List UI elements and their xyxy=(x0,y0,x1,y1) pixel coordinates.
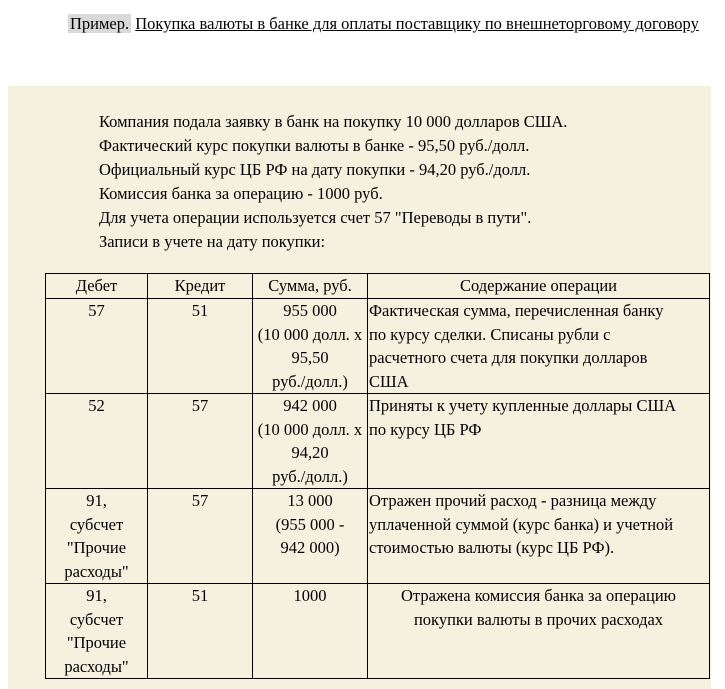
cell-description: Приняты к учету купленные доллары США по курсу ЦБ РФ xyxy=(368,394,710,489)
cell-credit: 51 xyxy=(148,299,253,394)
cell-sum: 1000 xyxy=(253,584,368,679)
intro-line: Для учета операции используется счет 57 "Переводы в пути". xyxy=(99,208,532,227)
example-heading xyxy=(18,12,708,36)
table-row xyxy=(46,489,710,584)
accounting-entries-table xyxy=(45,273,710,679)
cell-credit: 51 xyxy=(148,584,253,679)
intro-line: Фактический курс покупки валюты в банке - 95,50 руб./долл. xyxy=(99,136,530,155)
cell-sum: 13 000 (955 000 - 942 000) xyxy=(253,489,368,584)
cell-description: Фактическая сумма, перечисленная банку по курсу сделки. Списаны рубли с расчетного счета для покупки долларов США xyxy=(368,299,710,394)
intro-line: Записи в учете на дату покупки: xyxy=(99,232,326,251)
header-sum: Сумма, руб. xyxy=(253,274,368,299)
intro-text xyxy=(99,110,699,254)
table-row xyxy=(46,394,710,489)
table-row xyxy=(46,299,710,394)
example-title: Покупка валюты в банке для оплаты поставщику по внешнеторговому договору xyxy=(135,14,699,33)
header-description: Содержание операции xyxy=(368,274,710,299)
intro-line: Комиссия банка за операцию - 1000 руб. xyxy=(99,184,383,203)
cell-sum: 942 000 (10 000 долл. х 94,20 руб./долл.) xyxy=(253,394,368,489)
cell-debit: 57 xyxy=(46,299,148,394)
intro-line: Компания подала заявку в банк на покупку 10 000 долларов США. xyxy=(99,112,568,131)
cell-description: Отражен прочий расход - разница между уплаченной суммой (курс банка) и учетной стоимостью валюты (курс ЦБ РФ). xyxy=(368,489,710,584)
cell-debit: 91, субсчет "Прочие расходы" xyxy=(46,584,148,679)
cell-debit: 91, субсчет "Прочие расходы" xyxy=(46,489,148,584)
header-credit: Кредит xyxy=(148,274,253,299)
table-header-row xyxy=(46,274,710,299)
header-debit: Дебет xyxy=(46,274,148,299)
example-label: Пример. xyxy=(70,14,130,33)
cell-sum: 955 000 (10 000 долл. х 95,50 руб./долл.) xyxy=(253,299,368,394)
cell-credit: 57 xyxy=(148,394,253,489)
cell-description: Отражена комиссия банка за операцию покупки валюты в прочих расходах xyxy=(368,584,710,679)
intro-line: Официальный курс ЦБ РФ на дату покупки - 94,20 руб./долл. xyxy=(99,160,531,179)
cell-debit: 52 xyxy=(46,394,148,489)
table-row xyxy=(46,584,710,679)
cell-credit: 57 xyxy=(148,489,253,584)
